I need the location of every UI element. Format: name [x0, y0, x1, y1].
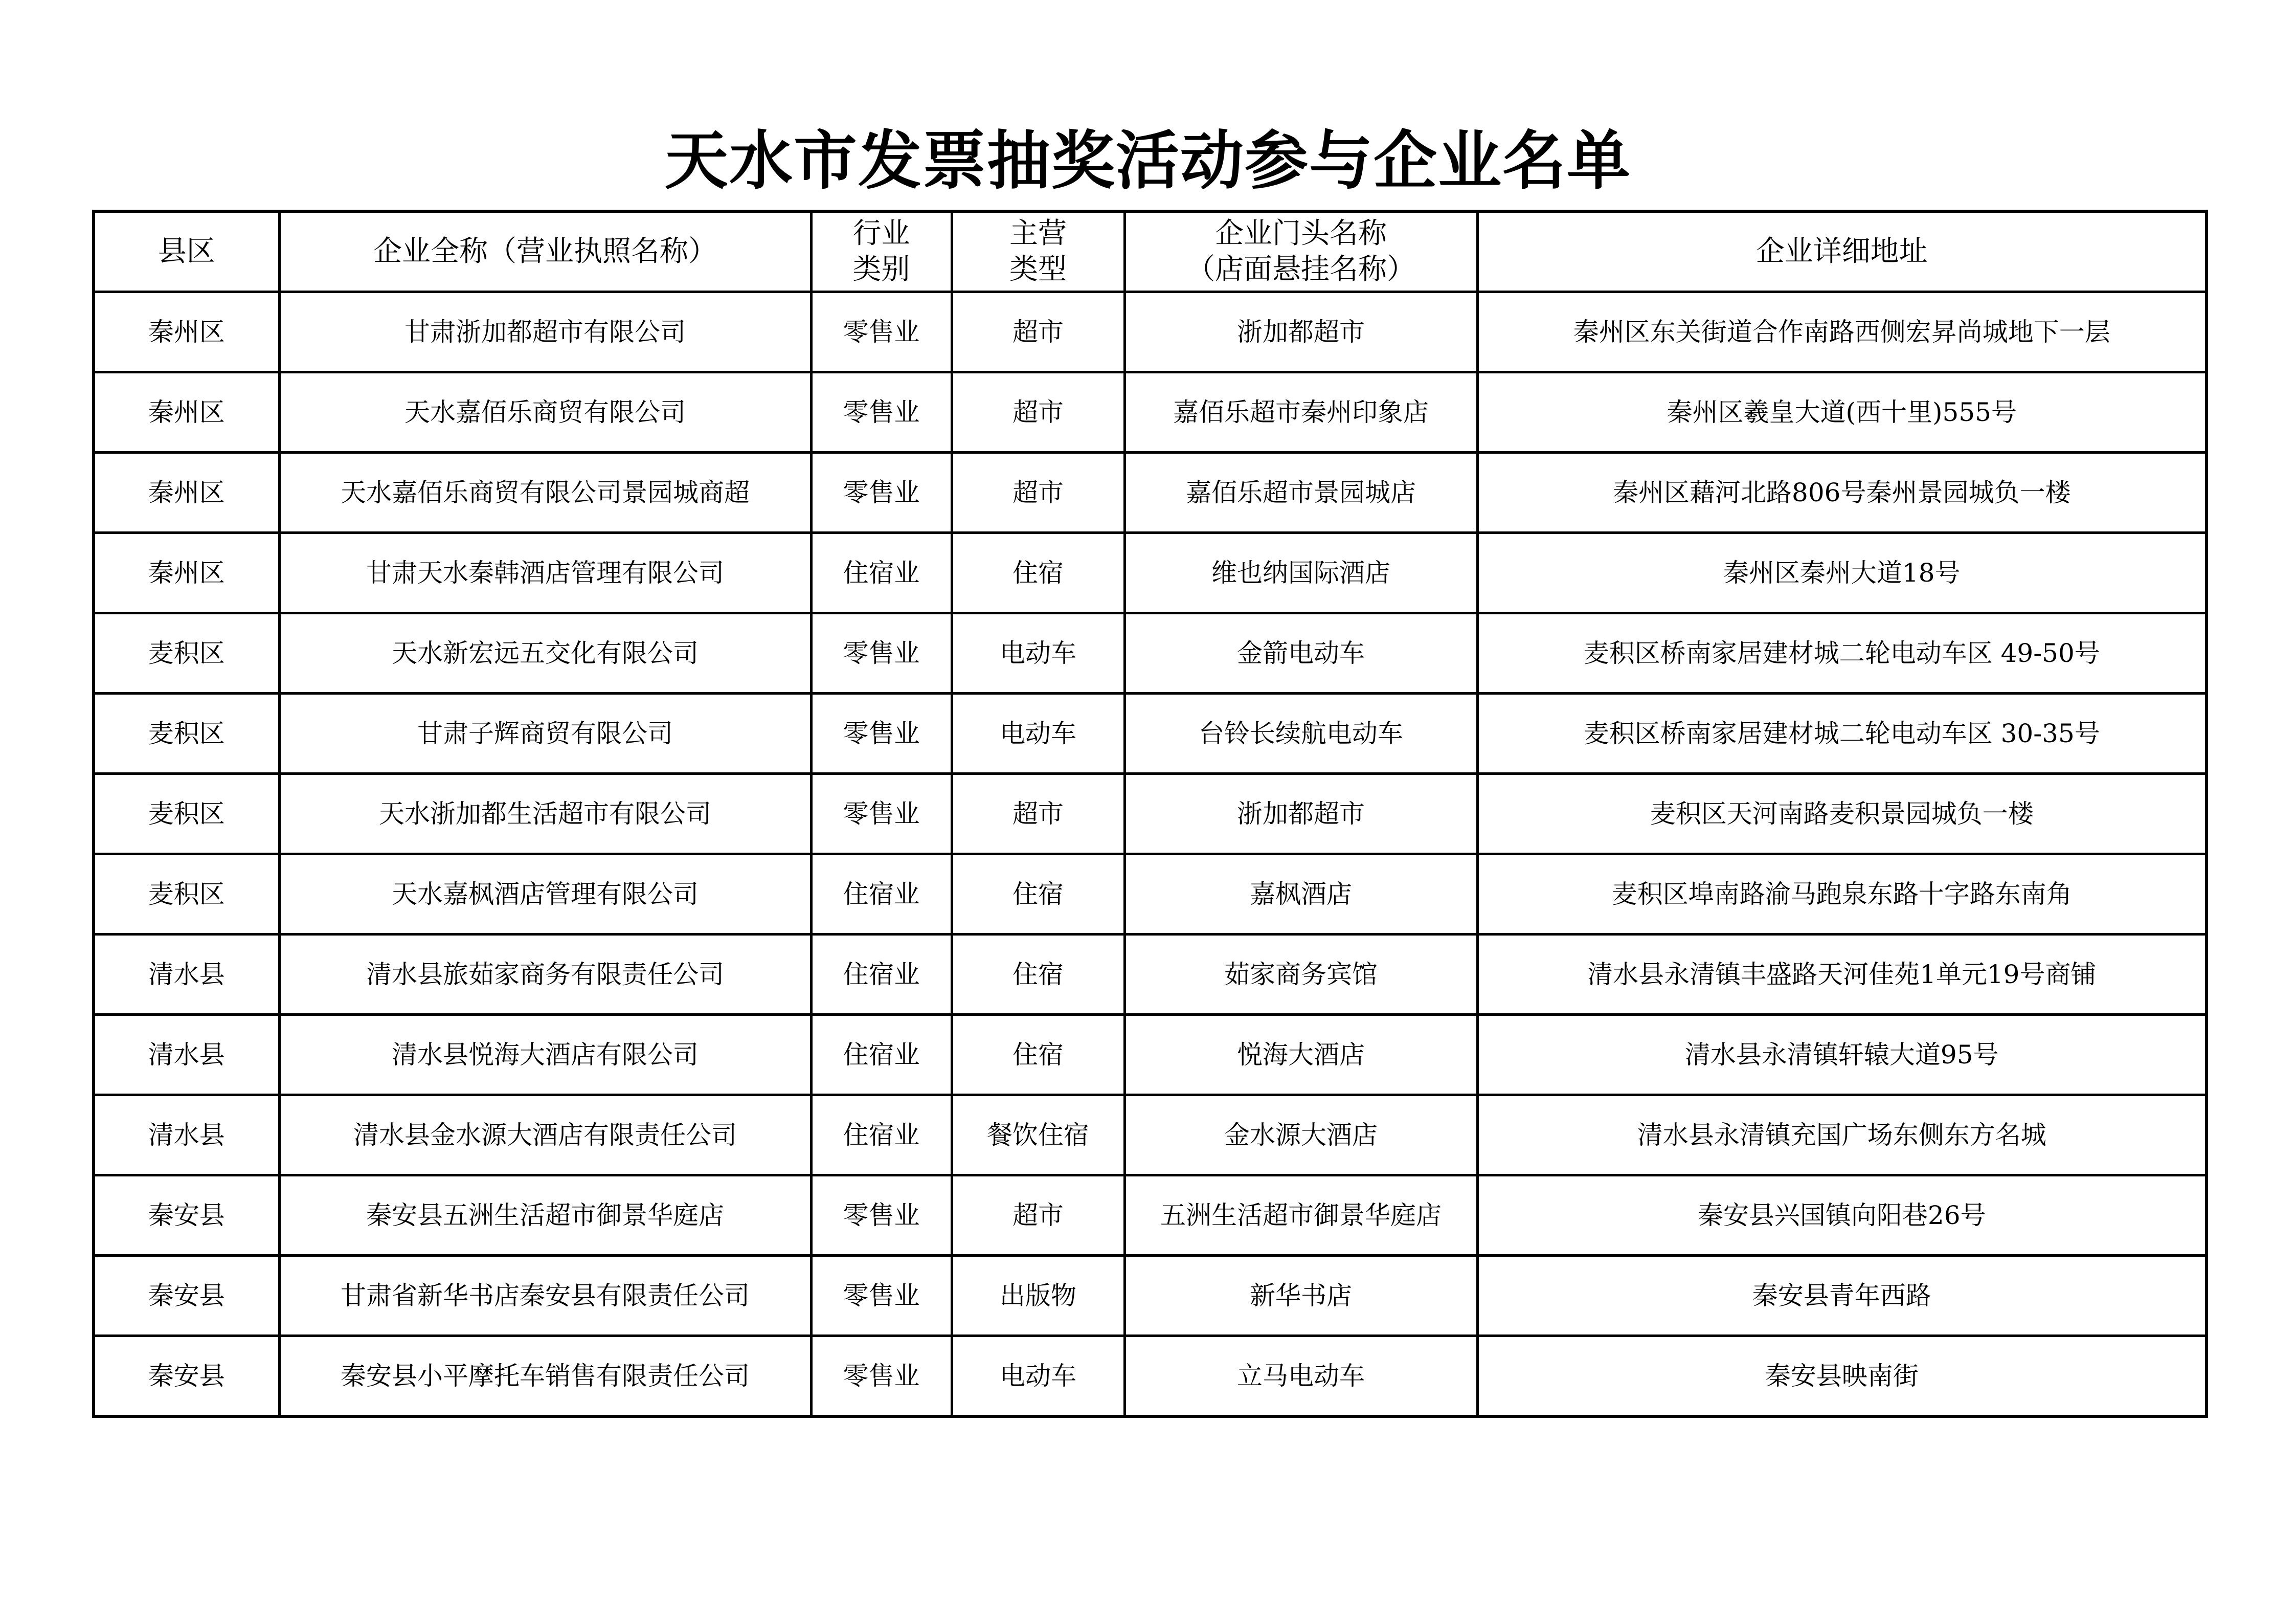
cell-county: 麦积区 [94, 694, 279, 774]
cell-business-type: 电动车 [952, 613, 1124, 694]
cell-address: 麦积区桥南家居建材城二轮电动车区 30-35号 [1477, 694, 2207, 774]
header-business-type: 主营 类型 [952, 211, 1124, 292]
cell-company: 天水嘉枫酒店管理有限公司 [279, 854, 811, 935]
cell-address: 麦积区桥南家居建材城二轮电动车区 49-50号 [1477, 613, 2207, 694]
cell-company: 清水县旅茹家商务有限责任公司 [279, 935, 811, 1015]
table-row [94, 694, 2207, 774]
cell-company: 甘肃天水秦韩酒店管理有限公司 [279, 533, 811, 613]
cell-storefront: 浙加都超市 [1124, 292, 1477, 372]
table-row [94, 453, 2207, 533]
cell-business-type: 住宿 [952, 854, 1124, 935]
cell-storefront: 浙加都超市 [1124, 774, 1477, 854]
cell-company: 清水县金水源大酒店有限责任公司 [279, 1095, 811, 1175]
cell-storefront: 台铃长续航电动车 [1124, 694, 1477, 774]
header-industry: 行业 类别 [811, 211, 952, 292]
cell-county: 秦州区 [94, 453, 279, 533]
cell-company: 天水嘉佰乐商贸有限公司 [279, 372, 811, 453]
table-row [94, 774, 2207, 854]
cell-industry: 零售业 [811, 453, 952, 533]
header-storefront: 企业门头名称 （店面悬挂名称） [1124, 211, 1477, 292]
cell-address: 秦州区羲皇大道(西十里)555号 [1477, 372, 2207, 453]
cell-storefront: 新华书店 [1124, 1256, 1477, 1336]
cell-company: 秦安县五洲生活超市御景华庭店 [279, 1175, 811, 1256]
cell-storefront: 嘉佰乐超市景园城店 [1124, 453, 1477, 533]
cell-storefront: 嘉佰乐超市秦州印象店 [1124, 372, 1477, 453]
cell-address: 秦安县兴国镇向阳巷26号 [1477, 1175, 2207, 1256]
cell-storefront: 金水源大酒店 [1124, 1095, 1477, 1175]
cell-industry: 住宿业 [811, 1095, 952, 1175]
table-row [94, 1175, 2207, 1256]
enterprise-table [92, 210, 2208, 1418]
cell-company: 清水县悦海大酒店有限公司 [279, 1015, 811, 1095]
cell-storefront: 茹家商务宾馆 [1124, 935, 1477, 1015]
table-row [94, 533, 2207, 613]
cell-business-type: 出版物 [952, 1256, 1124, 1336]
table-row [94, 1095, 2207, 1175]
cell-industry: 零售业 [811, 694, 952, 774]
cell-address: 麦积区天河南路麦积景园城负一楼 [1477, 774, 2207, 854]
cell-company: 天水浙加都生活超市有限公司 [279, 774, 811, 854]
cell-industry: 零售业 [811, 613, 952, 694]
cell-storefront: 维也纳国际酒店 [1124, 533, 1477, 613]
cell-county: 秦州区 [94, 533, 279, 613]
cell-county: 秦安县 [94, 1336, 279, 1417]
cell-industry: 零售业 [811, 1175, 952, 1256]
header-company: 企业全称（营业执照名称） [279, 211, 811, 292]
cell-storefront: 五洲生活超市御景华庭店 [1124, 1175, 1477, 1256]
cell-company: 甘肃省新华书店秦安县有限责任公司 [279, 1256, 811, 1336]
cell-industry: 零售业 [811, 1336, 952, 1417]
table-header-row [94, 211, 2207, 292]
table-row [94, 372, 2207, 453]
cell-address: 秦安县青年西路 [1477, 1256, 2207, 1336]
cell-address: 秦州区东关街道合作南路西侧宏昇尚城地下一层 [1477, 292, 2207, 372]
cell-address: 秦安县映南街 [1477, 1336, 2207, 1417]
header-county: 县区 [94, 211, 279, 292]
cell-company: 天水嘉佰乐商贸有限公司景园城商超 [279, 453, 811, 533]
cell-business-type: 电动车 [952, 694, 1124, 774]
cell-industry: 住宿业 [811, 935, 952, 1015]
cell-county: 清水县 [94, 935, 279, 1015]
cell-county: 清水县 [94, 1015, 279, 1095]
cell-address: 麦积区埠南路渝马跑泉东路十字路东南角 [1477, 854, 2207, 935]
cell-address: 清水县永清镇充国广场东侧东方名城 [1477, 1095, 2207, 1175]
cell-business-type: 电动车 [952, 1336, 1124, 1417]
cell-business-type: 餐饮住宿 [952, 1095, 1124, 1175]
cell-address: 清水县永清镇轩辕大道95号 [1477, 1015, 2207, 1095]
table-row [94, 292, 2207, 372]
cell-industry: 住宿业 [811, 533, 952, 613]
cell-business-type: 超市 [952, 453, 1124, 533]
cell-company: 甘肃浙加都超市有限公司 [279, 292, 811, 372]
cell-county: 清水县 [94, 1095, 279, 1175]
cell-business-type: 超市 [952, 1175, 1124, 1256]
cell-storefront: 悦海大酒店 [1124, 1015, 1477, 1095]
cell-industry: 住宿业 [811, 854, 952, 935]
cell-county: 麦积区 [94, 774, 279, 854]
header-address: 企业详细地址 [1477, 211, 2207, 292]
cell-business-type: 住宿 [952, 935, 1124, 1015]
cell-business-type: 超市 [952, 292, 1124, 372]
cell-industry: 零售业 [811, 372, 952, 453]
cell-county: 秦安县 [94, 1175, 279, 1256]
cell-storefront: 立马电动车 [1124, 1336, 1477, 1417]
cell-county: 麦积区 [94, 854, 279, 935]
cell-company: 甘肃子辉商贸有限公司 [279, 694, 811, 774]
cell-county: 秦州区 [94, 292, 279, 372]
cell-address: 秦州区秦州大道18号 [1477, 533, 2207, 613]
cell-business-type: 住宿 [952, 1015, 1124, 1095]
table-row [94, 854, 2207, 935]
cell-industry: 零售业 [811, 292, 952, 372]
table-row [94, 935, 2207, 1015]
cell-business-type: 住宿 [952, 533, 1124, 613]
table-row [94, 1256, 2207, 1336]
cell-address: 秦州区藉河北路806号秦州景园城负一楼 [1477, 453, 2207, 533]
table-row [94, 613, 2207, 694]
page-title: 天水市发票抽奖活动参与企业名单 [664, 124, 1631, 198]
cell-industry: 零售业 [811, 1256, 952, 1336]
cell-business-type: 超市 [952, 372, 1124, 453]
cell-storefront: 嘉枫酒店 [1124, 854, 1477, 935]
table-row [94, 1336, 2207, 1417]
cell-industry: 住宿业 [811, 1015, 952, 1095]
cell-county: 秦安县 [94, 1256, 279, 1336]
cell-company: 天水新宏远五交化有限公司 [279, 613, 811, 694]
cell-business-type: 超市 [952, 774, 1124, 854]
cell-company: 秦安县小平摩托车销售有限责任公司 [279, 1336, 811, 1417]
cell-address: 清水县永清镇丰盛路天河佳苑1单元19号商铺 [1477, 935, 2207, 1015]
table-row [94, 1015, 2207, 1095]
cell-county: 麦积区 [94, 613, 279, 694]
cell-industry: 零售业 [811, 774, 952, 854]
cell-county: 秦州区 [94, 372, 279, 453]
cell-storefront: 金箭电动车 [1124, 613, 1477, 694]
